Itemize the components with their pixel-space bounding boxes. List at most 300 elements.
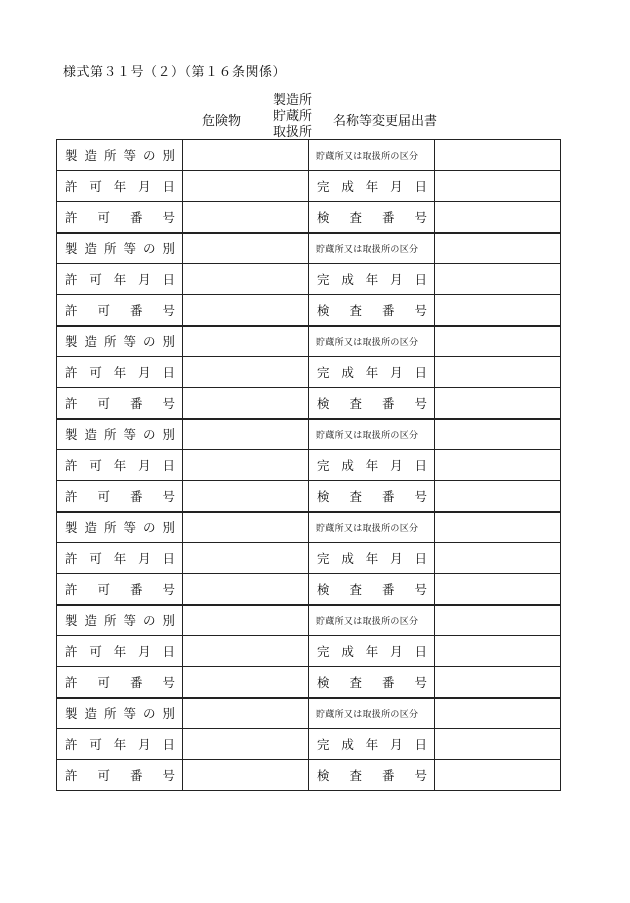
permit-number-label-char: 号	[162, 488, 175, 504]
inspection-number-field[interactable]	[435, 202, 561, 233]
permit-number-label-char: 許	[65, 581, 78, 597]
permit-number-label-char: 許	[65, 395, 78, 411]
facility-type-label	[57, 234, 182, 264]
facility-type-label-char: の	[142, 427, 156, 443]
table-row	[57, 760, 561, 791]
facility-type-label-cell	[57, 326, 183, 357]
permit-date-field[interactable]	[183, 264, 309, 295]
completion-date-label-char: 成	[341, 179, 354, 194]
storage-category-field[interactable]	[435, 140, 561, 171]
permit-date-label-char: 可	[89, 551, 102, 566]
permit-number-label	[57, 388, 182, 418]
completion-date-label-char: 完	[317, 644, 330, 659]
facility-type-label-char: 等	[123, 148, 136, 163]
completion-date-label-cell	[309, 264, 435, 295]
form-table	[56, 139, 561, 791]
facility-type-label-char: 造	[84, 427, 97, 443]
facility-type-field[interactable]	[183, 512, 309, 543]
facility-type-label-char: 造	[84, 148, 97, 163]
permit-number-label-cell	[57, 388, 183, 419]
inspection-number-label-char: 号	[414, 209, 427, 225]
table-row	[57, 419, 561, 450]
inspection-number-label-char: 号	[414, 395, 427, 411]
completion-date-label-char: 完	[317, 551, 330, 566]
permit-number-label-char: 番	[129, 581, 143, 597]
permit-number-label-cell	[57, 202, 183, 233]
permit-number-label	[57, 760, 182, 790]
facility-type-label-cell	[57, 698, 183, 729]
permit-date-label-char: 許	[65, 458, 78, 473]
permit-date-label-char: 年	[113, 272, 127, 287]
table-row	[57, 605, 561, 636]
permit-date-label-char: 許	[65, 644, 78, 659]
storage-category-field[interactable]	[435, 326, 561, 357]
permit-date-label-char: 月	[138, 458, 151, 473]
completion-date-label-char: 日	[414, 644, 427, 659]
inspection-number-label-char: 番	[381, 581, 395, 597]
completion-date-label-cell	[309, 171, 435, 202]
permit-date-label	[57, 357, 182, 387]
inspection-number-label-char: 号	[414, 581, 427, 597]
inspection-number-label	[309, 481, 434, 511]
permit-date-field[interactable]	[183, 357, 309, 388]
facility-type-label-char: 製	[65, 148, 78, 163]
table-row	[57, 574, 561, 605]
permit-date-label	[57, 171, 182, 201]
facility-type-label-char: 所	[103, 241, 117, 257]
facility-type-label-char: 製	[65, 706, 78, 722]
completion-date-label-char: 成	[341, 551, 354, 566]
permit-date-label-cell	[57, 729, 183, 760]
completion-date-label-cell	[309, 543, 435, 574]
permit-date-label-char: 日	[162, 551, 175, 566]
table-row	[57, 264, 561, 295]
completion-date-label-char: 成	[341, 458, 354, 473]
completion-date-label-char: 成	[341, 365, 354, 380]
permit-number-label-char: 番	[129, 768, 143, 783]
permit-date-label-char: 年	[113, 458, 127, 473]
table-row	[57, 481, 561, 512]
completion-date-label-char: 年	[365, 272, 379, 287]
completion-date-label-char: 成	[341, 272, 354, 287]
permit-date-label-char: 年	[113, 644, 127, 659]
table-row	[57, 388, 561, 419]
completion-date-field[interactable]	[435, 264, 561, 295]
permit-number-field[interactable]	[183, 295, 309, 326]
permit-date-label-char: 月	[138, 365, 151, 380]
table-row	[57, 357, 561, 388]
facility-type-label-char: 等	[123, 427, 136, 443]
facility-type-label-char: の	[142, 613, 156, 629]
facility-type-label-char: の	[142, 706, 156, 722]
inspection-number-label-cell	[309, 667, 435, 698]
completion-date-label-char: 月	[390, 272, 403, 287]
permit-date-label-cell	[57, 171, 183, 202]
completion-date-field[interactable]	[435, 450, 561, 481]
permit-number-field[interactable]	[183, 760, 309, 791]
title-stack-storage: 貯蔵所	[273, 109, 313, 124]
permit-number-label	[57, 574, 182, 604]
permit-date-label-char: 月	[138, 644, 151, 659]
permit-date-label-char: 日	[162, 737, 175, 752]
title-facility-stack	[273, 93, 312, 141]
permit-date-label-char: 許	[65, 179, 78, 194]
facility-type-label-char: 等	[123, 241, 136, 257]
completion-date-label-char: 成	[341, 737, 354, 752]
facility-type-label-cell	[57, 233, 183, 264]
completion-date-label-char: 月	[390, 551, 403, 566]
facility-type-label-char: の	[142, 520, 156, 536]
permit-date-field[interactable]	[183, 636, 309, 667]
permit-number-label	[57, 295, 182, 325]
inspection-number-label	[309, 202, 434, 232]
inspection-number-label-char: 号	[414, 302, 427, 318]
facility-type-label-char: 別	[162, 706, 175, 722]
facility-type-field[interactable]	[183, 326, 309, 357]
permit-date-label-char: 日	[162, 365, 175, 380]
permit-date-field[interactable]	[183, 729, 309, 760]
facility-type-label-char: 別	[162, 241, 175, 257]
storage-category-label: 貯蔵所又は取扱所の区分	[316, 430, 419, 441]
permit-number-label-char: 可	[97, 674, 110, 690]
permit-date-label-cell	[57, 543, 183, 574]
facility-type-label-char: 製	[65, 334, 78, 350]
permit-number-label-cell	[57, 667, 183, 698]
storage-category-label: 貯蔵所又は取扱所の区分	[316, 523, 419, 534]
inspection-number-label-cell	[309, 760, 435, 791]
permit-number-label-char: 番	[129, 674, 143, 690]
facility-type-label	[57, 420, 182, 450]
storage-category-label-cell	[309, 140, 435, 171]
permit-date-label-char: 年	[113, 551, 127, 566]
facility-type-label-char: 等	[123, 334, 136, 350]
completion-date-label-char: 年	[365, 737, 379, 752]
permit-date-label-char: 月	[138, 737, 151, 752]
completion-date-label-char: 完	[317, 365, 330, 380]
facility-type-label-char: 造	[84, 613, 97, 629]
facility-type-label-char: 別	[162, 334, 175, 350]
inspection-number-label	[309, 295, 434, 325]
form-number: 様式第３１号（２）（第１６条関係）	[63, 65, 287, 80]
storage-category-field[interactable]	[435, 233, 561, 264]
inspection-number-label-char: 検	[317, 302, 330, 318]
inspection-number-label-char: 査	[349, 581, 362, 597]
inspection-number-label-char: 号	[414, 674, 427, 690]
inspection-number-label	[309, 574, 434, 604]
permit-date-label-char: 月	[138, 179, 151, 194]
permit-date-label	[57, 264, 182, 294]
inspection-number-field[interactable]	[435, 295, 561, 326]
completion-date-label	[309, 171, 434, 201]
table-row	[57, 233, 561, 264]
inspection-number-label-cell	[309, 481, 435, 512]
title-stack-manufacturing: 製造所	[273, 93, 313, 108]
permit-date-label-char: 日	[162, 179, 175, 194]
permit-date-label-char: 年	[113, 179, 127, 194]
permit-number-label-char: 可	[97, 768, 110, 783]
completion-date-label-char: 月	[390, 458, 403, 473]
facility-type-label	[57, 513, 182, 543]
inspection-number-label-char: 検	[317, 488, 330, 504]
table-row	[57, 450, 561, 481]
table-row	[57, 202, 561, 233]
completion-date-field[interactable]	[435, 543, 561, 574]
permit-number-label-char: 号	[162, 209, 175, 225]
facility-type-label-char: 等	[123, 706, 136, 722]
completion-date-label-char: 月	[390, 737, 403, 752]
completion-date-label-char: 完	[317, 272, 330, 287]
permit-number-label	[57, 481, 182, 511]
inspection-number-label-char: 査	[349, 488, 362, 504]
completion-date-label-char: 完	[317, 458, 330, 473]
completion-date-label-char: 日	[414, 551, 427, 566]
table-row	[57, 512, 561, 543]
facility-type-label-char: 造	[84, 334, 97, 350]
facility-type-label-char: 製	[65, 241, 78, 257]
facility-type-label-char: の	[142, 241, 156, 257]
permit-date-label	[57, 729, 182, 759]
permit-date-label-cell	[57, 636, 183, 667]
table-row	[57, 636, 561, 667]
permit-date-label-char: 許	[65, 272, 78, 287]
facility-type-label-cell	[57, 140, 183, 171]
completion-date-label-char: 日	[414, 179, 427, 194]
title-hazardous-materials: 危険物	[202, 114, 242, 129]
inspection-number-field[interactable]	[435, 574, 561, 605]
completion-date-label-char: 成	[341, 644, 354, 659]
facility-type-label-char: 等	[123, 520, 136, 536]
permit-date-label	[57, 636, 182, 666]
inspection-number-label-cell	[309, 202, 435, 233]
storage-category-label-cell	[309, 605, 435, 636]
inspection-number-label-cell	[309, 295, 435, 326]
permit-date-label-cell	[57, 264, 183, 295]
completion-date-label-char: 年	[365, 551, 379, 566]
table-row	[57, 326, 561, 357]
permit-number-label-char: 許	[65, 674, 78, 690]
facility-type-field[interactable]	[183, 233, 309, 264]
inspection-number-field[interactable]	[435, 481, 561, 512]
permit-date-label-cell	[57, 357, 183, 388]
storage-category-field[interactable]	[435, 605, 561, 636]
permit-date-label-char: 年	[113, 737, 127, 752]
permit-number-label-char: 号	[162, 674, 175, 690]
facility-type-label-cell	[57, 419, 183, 450]
storage-category-label: 貯蔵所又は取扱所の区分	[316, 709, 419, 720]
permit-number-label-char: 号	[162, 395, 175, 411]
storage-category-label-cell	[309, 233, 435, 264]
permit-date-label-char: 可	[89, 179, 102, 194]
storage-category-label: 貯蔵所又は取扱所の区分	[316, 616, 419, 627]
completion-date-label-cell	[309, 357, 435, 388]
completion-date-label-char: 月	[390, 644, 403, 659]
facility-type-field[interactable]	[183, 419, 309, 450]
facility-type-label-char: 等	[123, 613, 136, 629]
completion-date-label	[309, 636, 434, 666]
permit-date-field[interactable]	[183, 171, 309, 202]
facility-type-label-char: 別	[162, 427, 175, 443]
facility-type-field[interactable]	[183, 698, 309, 729]
inspection-number-field[interactable]	[435, 760, 561, 791]
storage-category-field[interactable]	[435, 512, 561, 543]
storage-category-label-cell	[309, 698, 435, 729]
permit-number-label-char: 番	[129, 302, 143, 318]
inspection-number-field[interactable]	[435, 667, 561, 698]
permit-number-label-char: 許	[65, 302, 78, 318]
permit-date-label-char: 許	[65, 551, 78, 566]
permit-number-label-char: 可	[97, 488, 110, 504]
inspection-number-label-char: 検	[317, 674, 330, 690]
facility-type-label-char: の	[142, 334, 156, 350]
inspection-number-label-cell	[309, 574, 435, 605]
permit-date-label-cell	[57, 450, 183, 481]
completion-date-label	[309, 357, 434, 387]
completion-date-label-char: 日	[414, 737, 427, 752]
inspection-number-label-char: 査	[349, 302, 362, 318]
facility-type-label-char: 造	[84, 706, 97, 722]
completion-date-label-char: 年	[365, 365, 379, 380]
storage-category-label: 貯蔵所又は取扱所の区分	[316, 337, 419, 348]
completion-date-field[interactable]	[435, 636, 561, 667]
facility-type-label-char: 所	[103, 148, 117, 163]
inspection-number-label-char: 号	[414, 488, 427, 504]
completion-date-label-char: 日	[414, 272, 427, 287]
completion-date-label-char: 月	[390, 365, 403, 380]
title-notification: 名称等変更届出書	[333, 114, 438, 129]
permit-number-field[interactable]	[183, 667, 309, 698]
facility-type-label	[57, 327, 182, 357]
facility-type-field[interactable]	[183, 605, 309, 636]
table-row	[57, 140, 561, 171]
inspection-number-field[interactable]	[435, 388, 561, 419]
inspection-number-label-char: 番	[381, 395, 395, 411]
permit-number-label-char: 可	[97, 209, 110, 225]
permit-date-field[interactable]	[183, 450, 309, 481]
inspection-number-label-char: 査	[349, 209, 362, 225]
permit-number-label-char: 番	[129, 209, 143, 225]
permit-date-label-char: 日	[162, 644, 175, 659]
permit-number-field[interactable]	[183, 388, 309, 419]
facility-type-label-char: 別	[162, 148, 175, 163]
completion-date-label	[309, 729, 434, 759]
inspection-number-label-char: 番	[381, 302, 395, 318]
permit-number-label	[57, 202, 182, 232]
facility-type-label	[57, 606, 182, 636]
storage-category-label: 貯蔵所又は取扱所の区分	[316, 244, 419, 255]
permit-number-label-char: 許	[65, 768, 78, 783]
permit-date-label-char: 可	[89, 737, 102, 752]
permit-number-field[interactable]	[183, 574, 309, 605]
permit-date-label-char: 可	[89, 365, 102, 380]
permit-date-label-char: 許	[65, 365, 78, 380]
facility-type-label-char: 所	[103, 613, 117, 629]
completion-date-label-char: 完	[317, 179, 330, 194]
permit-date-label-char: 許	[65, 737, 78, 752]
permit-date-label-char: 日	[162, 272, 175, 287]
table-row	[57, 667, 561, 698]
facility-type-label-char: 所	[103, 427, 117, 443]
facility-type-label-char: 製	[65, 520, 78, 536]
permit-date-label-char: 月	[138, 551, 151, 566]
table-row	[57, 698, 561, 729]
completion-date-field[interactable]	[435, 171, 561, 202]
permit-number-label-cell	[57, 760, 183, 791]
completion-date-label-char: 年	[365, 179, 379, 194]
permit-date-label-char: 月	[138, 272, 151, 287]
permit-date-field[interactable]	[183, 543, 309, 574]
storage-category-label-cell	[309, 512, 435, 543]
facility-type-label	[57, 699, 182, 729]
permit-number-label-cell	[57, 574, 183, 605]
permit-number-field[interactable]	[183, 202, 309, 233]
permit-date-label-char: 日	[162, 458, 175, 473]
inspection-number-label-char: 査	[349, 395, 362, 411]
permit-number-label-char: 番	[129, 395, 143, 411]
facility-type-label-char: 製	[65, 427, 78, 443]
completion-date-label	[309, 450, 434, 480]
permit-number-field[interactable]	[183, 481, 309, 512]
facility-type-label-char: 別	[162, 520, 175, 536]
permit-number-label-char: 許	[65, 209, 78, 225]
permit-date-label	[57, 543, 182, 573]
facility-type-field[interactable]	[183, 140, 309, 171]
facility-type-label-char: 所	[103, 520, 117, 536]
inspection-number-label-char: 査	[349, 768, 362, 783]
storage-category-label: 貯蔵所又は取扱所の区分	[316, 151, 419, 162]
table-row	[57, 295, 561, 326]
storage-category-label-cell	[309, 419, 435, 450]
inspection-number-label-cell	[309, 388, 435, 419]
permit-date-label-char: 年	[113, 365, 127, 380]
inspection-number-label-char: 査	[349, 674, 362, 690]
table-row	[57, 729, 561, 760]
permit-date-label	[57, 450, 182, 480]
inspection-number-label	[309, 760, 434, 790]
completion-date-field[interactable]	[435, 729, 561, 760]
completion-date-label-cell	[309, 636, 435, 667]
facility-type-label-char: 造	[84, 241, 97, 257]
completion-date-field[interactable]	[435, 357, 561, 388]
permit-number-label-char: 号	[162, 581, 175, 597]
permit-number-label-char: 号	[162, 302, 175, 318]
permit-date-label-char: 可	[89, 644, 102, 659]
completion-date-label-cell	[309, 450, 435, 481]
storage-category-field[interactable]	[435, 419, 561, 450]
completion-date-label-cell	[309, 729, 435, 760]
facility-type-label-char: 造	[84, 520, 97, 536]
storage-category-label-cell	[309, 326, 435, 357]
facility-type-label-char: 所	[103, 706, 117, 722]
completion-date-label-char: 月	[390, 179, 403, 194]
completion-date-label-char: 日	[414, 458, 427, 473]
permit-number-label-char: 可	[97, 302, 110, 318]
completion-date-label-char: 日	[414, 365, 427, 380]
facility-type-label	[57, 140, 182, 170]
permit-number-label-cell	[57, 481, 183, 512]
inspection-number-label-char: 検	[317, 581, 330, 597]
permit-number-label	[57, 667, 182, 697]
facility-type-label-char: 製	[65, 613, 78, 629]
permit-number-label-char: 許	[65, 488, 78, 504]
completion-date-label	[309, 543, 434, 573]
permit-number-label-char: 番	[129, 488, 143, 504]
inspection-number-label	[309, 388, 434, 418]
storage-category-field[interactable]	[435, 698, 561, 729]
permit-number-label-cell	[57, 295, 183, 326]
title-stack-handling: 取扱所	[273, 125, 313, 140]
permit-date-label-char: 可	[89, 272, 102, 287]
table-row	[57, 171, 561, 202]
